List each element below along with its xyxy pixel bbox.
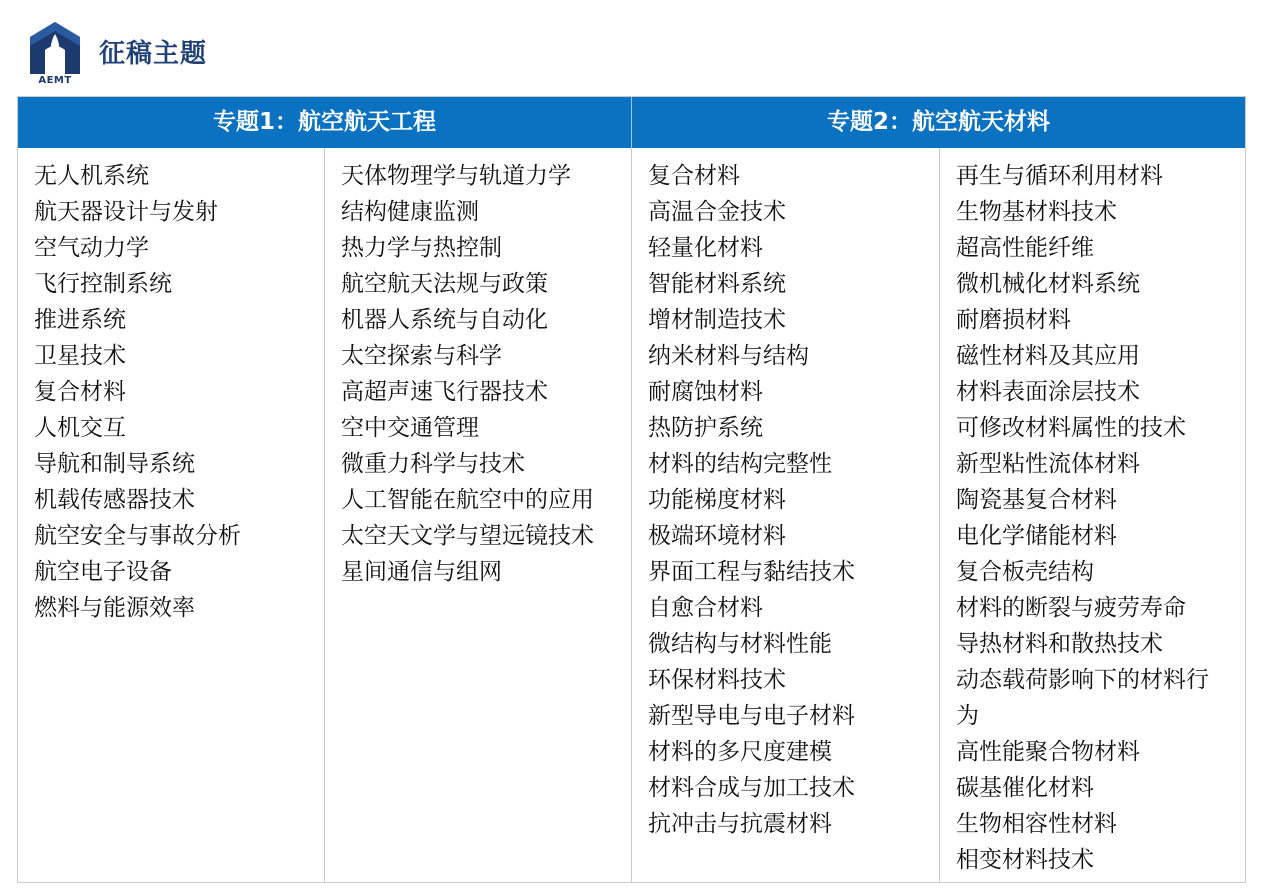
- topic-item: 新型导电与电子材料: [648, 703, 855, 729]
- topic-item: 机载传感器技术: [34, 487, 195, 513]
- topic1-column2: [341, 158, 626, 590]
- topic-item: 轻量化材料: [648, 235, 763, 261]
- topic-item: 推进系统: [34, 307, 126, 333]
- topic-item: 燃料与能源效率: [34, 595, 195, 621]
- topic-item: 生物基材料技术: [956, 199, 1117, 225]
- topic-item: 动态载荷影响下的材料行: [956, 667, 1209, 693]
- topic1-heading: 专题1：航空航天工程: [212, 109, 436, 135]
- topic-item: 机器人系统与自动化: [341, 307, 548, 333]
- topic-item: 为: [956, 703, 979, 729]
- topic-item: 抗冲击与抗震材料: [648, 811, 832, 837]
- topic-item: 太空探索与科学: [341, 343, 502, 369]
- topic-item: 人工智能在航空中的应用: [341, 487, 594, 513]
- topic-item: 极端环境材料: [648, 523, 786, 549]
- topic-item: 材料表面涂层技术: [956, 379, 1140, 405]
- topic-item: 生物相容性材料: [956, 811, 1117, 837]
- topic-item: 太空天文学与望远镜技术: [341, 523, 594, 549]
- topic-item: 高温合金技术: [648, 199, 786, 225]
- rocket-icon: [28, 20, 82, 76]
- topic-item: 智能材料系统: [648, 271, 786, 297]
- topic-item: 材料的多尺度建模: [648, 739, 832, 765]
- topic-item: 耐腐蚀材料: [648, 379, 763, 405]
- topic-item: 可修改材料属性的技术: [956, 415, 1186, 441]
- topic-item: 微机械化材料系统: [956, 271, 1140, 297]
- topic-item: 耐磨损材料: [956, 307, 1071, 333]
- topic-item: 航空电子设备: [34, 559, 172, 585]
- aemt-logo: [28, 20, 82, 92]
- topic-item: 材料的结构完整性: [648, 451, 832, 477]
- topic-item: 自愈合材料: [648, 595, 763, 621]
- topic-item: 热力学与热控制: [341, 235, 502, 261]
- topic-item: 空中交通管理: [341, 415, 479, 441]
- topic-item: 磁性材料及其应用: [956, 343, 1140, 369]
- topic-item: 高超声速飞行器技术: [341, 379, 548, 405]
- topic-item: 界面工程与黏结技术: [648, 559, 855, 585]
- topic-item: 结构健康监测: [341, 199, 479, 225]
- topic2-column2: [956, 158, 1228, 878]
- topic-item: 航天器设计与发射: [34, 199, 218, 225]
- topic-item: 卫星技术: [34, 343, 126, 369]
- page-header: [0, 0, 1269, 96]
- topic-item: 导热材料和散热技术: [956, 631, 1163, 657]
- topic-item: 微重力科学与技术: [341, 451, 525, 477]
- topic-item: 功能梯度材料: [648, 487, 786, 513]
- topic1-column1: [34, 158, 324, 626]
- column-divider: [631, 148, 632, 882]
- page-title: 征稿主题: [99, 39, 208, 69]
- topic-item: 天体物理学与轨道力学: [341, 163, 571, 189]
- topic-item: 新型粘性流体材料: [956, 451, 1140, 477]
- column-divider: [324, 148, 325, 882]
- topic-item: 碳基催化材料: [956, 775, 1094, 801]
- topic-item: 复合材料: [34, 379, 126, 405]
- topic2-heading: 专题2：航空航天材料: [826, 109, 1050, 135]
- topic-item: 高性能聚合物材料: [956, 739, 1140, 765]
- topic-item: 环保材料技术: [648, 667, 786, 693]
- topic-item: 空气动力学: [34, 235, 149, 261]
- topic-item: 航空航天法规与政策: [341, 271, 548, 297]
- topic-item: 材料的断裂与疲劳寿命: [956, 595, 1186, 621]
- topic-item: 导航和制导系统: [34, 451, 195, 477]
- topic-item: 超高性能纤维: [956, 235, 1094, 261]
- topic-item: 增材制造技术: [648, 307, 786, 333]
- topic-item: 纳米材料与结构: [648, 343, 809, 369]
- topic-item: 微结构与材料性能: [648, 631, 832, 657]
- column-divider: [939, 148, 940, 882]
- topic-item: 陶瓷基复合材料: [956, 487, 1117, 513]
- topic2-column1: [648, 158, 938, 842]
- topic-item: 人机交互: [34, 415, 126, 441]
- table-header: [18, 97, 1245, 148]
- topic-item: 热防护系统: [648, 415, 763, 441]
- topic-item: 飞行控制系统: [34, 271, 172, 297]
- topic-item: 复合板壳结构: [956, 559, 1094, 585]
- topic-item: 航空安全与事故分析: [34, 523, 241, 549]
- topic-item: 电化学储能材料: [956, 523, 1117, 549]
- topics-table: [17, 96, 1246, 883]
- logo-text: AEMT: [38, 75, 72, 86]
- topic-item: 再生与循环利用材料: [956, 163, 1163, 189]
- topic-item: 材料合成与加工技术: [648, 775, 855, 801]
- topic-item: 无人机系统: [34, 163, 149, 189]
- topic-item: 相变材料技术: [956, 847, 1094, 873]
- topic-item: 复合材料: [648, 163, 740, 189]
- topic-item: 星间通信与组网: [341, 559, 502, 585]
